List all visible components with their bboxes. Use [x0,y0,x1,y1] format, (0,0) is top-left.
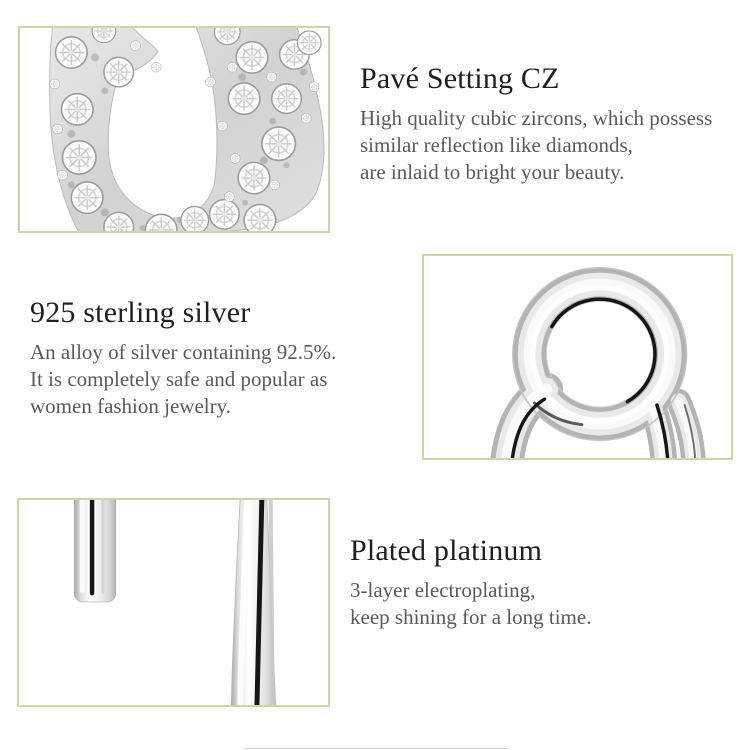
feature-plated-platinum [350,534,591,631]
long-pin [231,500,275,705]
feature-body-line: High quality cubic zircons, which possess [360,106,713,130]
photo-pin-tips [17,498,330,707]
next-section-edge-line [245,748,508,749]
photo-pin-loop [422,254,733,460]
feature-body-line: It is completely safe and popular as [30,367,328,391]
feature-body-line: 3-layer electroplating, [350,578,536,602]
pin-loop-image [424,256,731,458]
feature-heading: Plated platinum [350,534,543,567]
feature-pave-setting [360,62,712,186]
feature-body-line: similar reflection like diamonds, [360,133,633,157]
feature-heading: 925 sterling silver [30,296,251,329]
photo-pave-cz [18,26,330,233]
pin-tips-image [19,500,328,705]
feature-body-line: keep shining for a long time. [350,605,592,629]
feature-heading: Pavé Setting CZ [360,62,560,95]
feature-body-line: women fashion jewelry. [30,394,231,418]
feature-body-line: are inlaid to bright your beauty. [360,160,625,184]
feature-body-line: An alloy of silver containing 92.5%. [30,340,337,364]
short-pin [74,500,115,602]
feature-sterling-silver [30,296,336,420]
pave-cz-stones-image [20,28,328,231]
